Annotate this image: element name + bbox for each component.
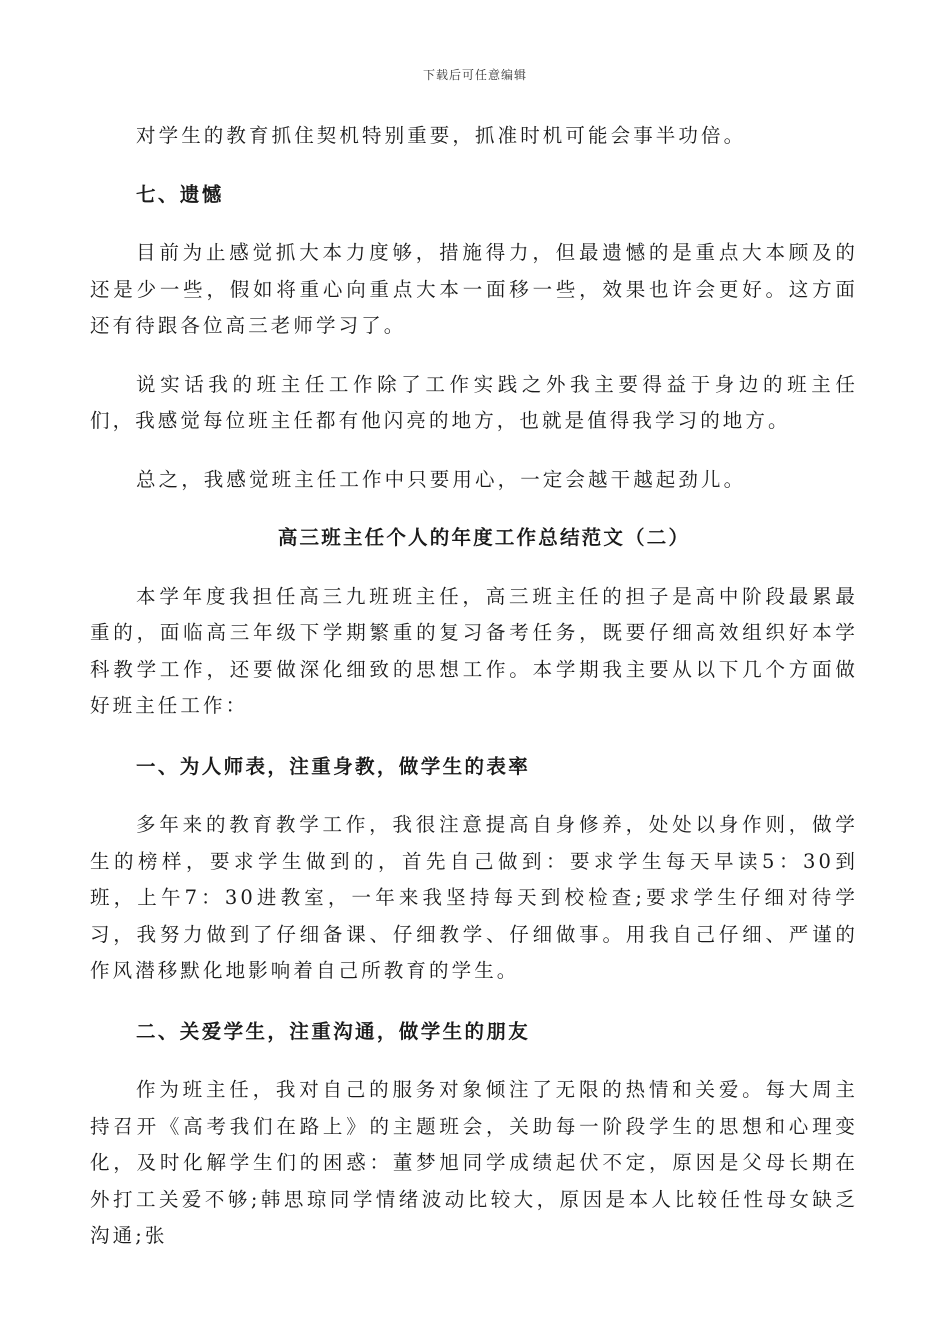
article-title-two: 高三班主任个人的年度工作总结范文（二） bbox=[277, 526, 691, 549]
section-heading-care: 二、关爱学生，注重沟通，做学生的朋友 bbox=[136, 1019, 531, 1043]
document-body bbox=[90, 118, 858, 1255]
section-heading-role-model: 一、为人师表，注重身教，做学生的表率 bbox=[136, 754, 531, 778]
paragraph-regret: 目前为止感觉抓大本力度够，措施得力，但最遗憾的是重点大本顾及的还是少一些，假如将重心向重点大本一面移一些，效果也许会更好。这方面还有待跟各位高三老师学习了。 bbox=[90, 241, 858, 337]
paragraph-intro: 本学年度我担任高三九班班主任，高三班主任的担子是高中阶段最累最重的，面临高三年级下学期繁重的复习备考任务，既要仔细高效组织好本学科教学工作，还要做深化细致的思想工作。本学期我主要从以下几个方面做好班主任工作： bbox=[90, 584, 858, 717]
paragraph-opportunity: 对学生的教育抓住契机特别重要，抓准时机可能会事半功倍。 bbox=[136, 124, 747, 147]
paragraph-role-model: 多年来的教育教学工作，我很注意提高自身修养，处处以身作则，做学生的榜样，要求学生做到的，首先自己做到：要求学生每天早读5：30到班，上午7：30进教室，一年来我坚持每天到校检查;要求学生仔细对待学习，我努力做到了仔细备课、仔细教学、仔细做事。用我自己仔细、严谨的作风潜移默化地影响着自己所教育的学生。 bbox=[90, 813, 858, 982]
section-heading-regret: 七、遗憾 bbox=[136, 182, 224, 206]
paragraph-care: 作为班主任，我对自己的服务对象倾注了无限的热情和关爱。每大周主持召开《高考我们在路上》的主题班会，关助每一阶段学生的思想和心理变化，及时化解学生们的困惑：董梦旭同学成绩起伏不定，原因是父母长期在外打工关爱不够;韩思琼同学情绪波动比较大，原因是本人比较任性母女缺乏沟通;张 bbox=[90, 1078, 858, 1247]
page-header-note: 下载后可任意编辑 bbox=[422, 68, 527, 82]
paragraph-conclusion: 总之，我感觉班主任工作中只要用心，一定会越干越起劲儿。 bbox=[136, 467, 747, 491]
paragraph-colleagues: 说实话我的班主任工作除了工作实践之外我主要得益于身边的班主任们，我感觉每位班主任都有他闪亮的地方，也就是值得我学习的地方。 bbox=[90, 372, 858, 432]
